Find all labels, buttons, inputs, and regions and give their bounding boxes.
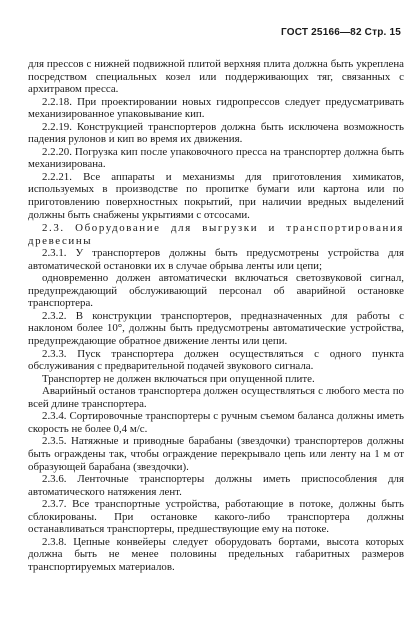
paragraph-2-3-3-note: Транспортер не должен включаться при опущенной плите. — [42, 372, 315, 385]
paragraph-2-2-21: 2.2.21. Все аппараты и механизмы для приготовления химикатов, используемых в производстве по пропитке бумаги или картона или по приготовлению поверхностных покрытий, при наличии вредных выделений должны быть снабжены укрытиями с отсосами. — [28, 170, 404, 221]
paragraph-2-3-3: 2.3.3. Пуск транспортера должен осуществляться с одного пункта обслуживания с предварительной подачей звукового сигнала. — [28, 347, 404, 373]
document-body — [28, 58, 404, 573]
paragraph-2-3-1-cont: одновременно должен автоматически включаться светозвуковой сигнал, предупреждающий обслуживающий персонал об аварийной остановке транспортера. — [28, 272, 404, 310]
paragraph-2-3-6: 2.3.6. Ленточные транспортеры должны иметь приспособления для автоматического натяжения лент. — [28, 473, 404, 498]
paragraph-2-2-20: 2.2.20. Погрузка кип после упаковочного пресса на транспортер должна быть механизирована. — [28, 145, 404, 171]
paragraph-2-3-2: 2.3.2. В конструкции транспортеров, предназначенных для работы с наклоном более 10°, должны быть предусмотрены автоматические устройства, предупреждающие обратное движение ленты или цепи. — [28, 309, 404, 348]
paragraph-2-3-8: 2.3.8. Цепные конвейеры следует оборудовать бортами, высота которых должна быть не менее половины предельных габаритных размеров транспортируемых материалов. — [28, 535, 404, 573]
paragraph-2-3-3-emergency: Аварийный останов транспортера должен осуществляться с любого места по всей длине транспортера. — [28, 385, 404, 410]
page-header: ГОСТ 25166—82 Стр. 15 — [281, 27, 401, 38]
paragraph-continuation: для прессов с нижней подвижной плитой верхняя плита должна быть укреплена посредством специальных козел или поддерживающих тяг, связанных с архитравом пресса. — [28, 58, 404, 96]
paragraph-2-2-18: 2.2.18. При проектировании новых гидропрессов следует предусматривать механизированное упаковывание кип. — [28, 95, 404, 121]
section-heading-2-3: 2.3. Оборудование для выгрузки и транспортирования древесины — [28, 222, 404, 247]
paragraph-2-3-5: 2.3.5. Натяжные и приводные барабаны (звездочки) транспортеров должны быть ограждены так, чтобы ограждение перекрывало цепь или ленту на 1 м от образующей барабана (звездочки). — [28, 435, 404, 473]
paragraph-2-3-4: 2.3.4. Сортировочные транспортеры с ручным съемом баланса должны иметь скорость не более 0,4 м/с. — [28, 410, 404, 435]
paragraph-2-3-7: 2.3.7. Все транспортные устройства, работающие в потоке, должны быть сблокированы. При остановке какого-либо транспортера должны останавливаться транспортеры, предшествующие ему на потоке. — [28, 498, 404, 536]
paragraph-2-3-1: 2.3.1. У транспортеров должны быть предусмотрены устройства для автоматической остановки их в случае обрыва ленты или цепи; — [28, 247, 404, 272]
paragraph-2-2-19: 2.2.19. Конструкцией транспортеров должна быть исключена возможность падения рулонов и кип во время их движения. — [28, 120, 404, 146]
